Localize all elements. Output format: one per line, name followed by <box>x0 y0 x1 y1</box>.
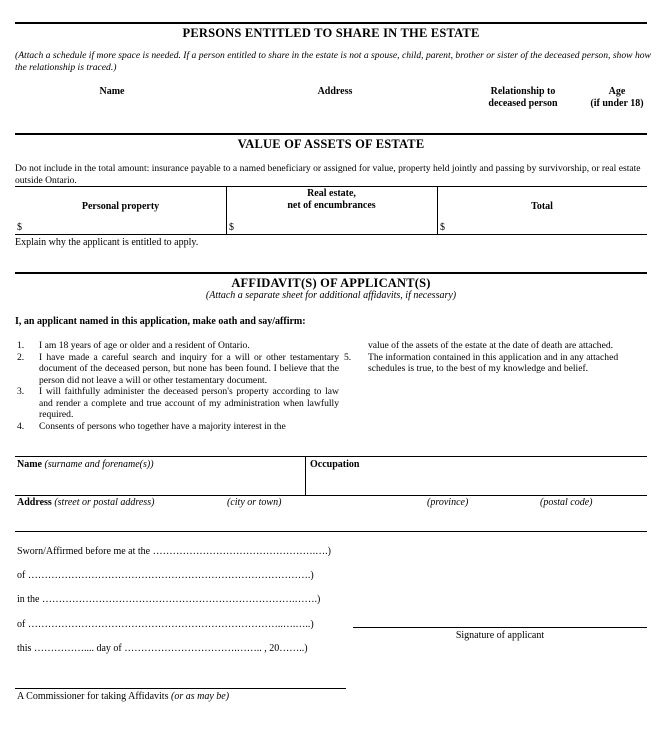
col-relationship-header <box>478 86 568 110</box>
item-text: I will faithfully administer the deceased person's property according to law and render a complete and true account of my administration when lawfully required. <box>39 386 339 420</box>
item-number: 4. <box>17 420 25 432</box>
affidavit-item-5 <box>344 352 650 375</box>
affidavit-rule <box>15 272 647 274</box>
address-row-top <box>15 495 647 496</box>
sworn-line-3: in the ………………………………………………………………….…….) <box>17 594 321 605</box>
city-label: (city or town) <box>227 497 282 508</box>
explain-label: Explain why the applicant is entitled to apply. <box>15 237 199 248</box>
sworn-line-1: Sworn/Affirmed before me at the ………………………………………….….) <box>17 546 331 557</box>
item-text: I have made a careful search and inquiry for a will or other testamentary document of the deceased person, but none has been found. I believe that the person did not leave a will or other testamentary document. <box>39 351 339 386</box>
assets-rule <box>15 133 647 135</box>
commissioner-hint: (or as may be) <box>170 691 230 702</box>
address-label: Address <box>17 497 52 508</box>
name-field-label <box>17 459 154 470</box>
item-number: 5. <box>344 351 352 363</box>
affidavit-title: AFFIDAVIT(S) OF APPLICANT(S) <box>231 276 431 290</box>
col-name-header: Name <box>99 86 125 97</box>
name-hint: (surname and forename(s)) <box>44 459 154 470</box>
occupation-label: Occupation <box>310 459 360 470</box>
assets-table-bottom <box>15 234 647 235</box>
col-personal-header: Personal property <box>81 201 160 212</box>
commissioner-text: A Commissioner for taking Affidavits <box>17 691 169 702</box>
real-line1: Real estate, <box>307 188 356 199</box>
affidavit-item-4 <box>17 421 339 433</box>
address-hint: (street or postal address) <box>54 497 155 508</box>
real-currency: $ <box>229 222 234 233</box>
name-occupation-divider <box>305 456 306 495</box>
assets-title: VALUE OF ASSETS OF ESTATE <box>237 137 425 151</box>
assets-table-top <box>15 186 647 187</box>
affidavit-item-3 <box>17 386 339 421</box>
item-number: 3. <box>17 386 25 397</box>
personal-currency: $ <box>17 222 22 233</box>
item-text: The information contained in this application and in any attached schedules is true, to the best of my knowledge and belief. <box>368 351 619 374</box>
name-label: Name <box>17 459 42 470</box>
signature-label: Signature of applicant <box>455 630 545 641</box>
address-row-bottom <box>15 531 647 532</box>
assets-note: Do not include in the total amount: insurance payable to a named beneficiary or assigned for value, property held jointly and passing by survivorship, or real estate outside Ontario. <box>15 163 641 186</box>
address-field-label <box>17 497 154 508</box>
commissioner-label <box>17 691 229 702</box>
col-age-header <box>582 86 652 110</box>
commissioner-line <box>15 688 346 689</box>
affidavit-item-2 <box>17 352 339 387</box>
affidavit-item-1 <box>17 340 339 352</box>
col-address-header: Address <box>317 86 353 97</box>
item-number: 2. <box>17 351 25 363</box>
affidavit-items <box>17 340 339 432</box>
province-label: (province) <box>427 497 469 508</box>
col-real-header <box>226 188 437 212</box>
signature-line <box>353 627 647 628</box>
sworn-line-5: this …………….... day of …………………………….…….. , 20……..) <box>17 643 308 654</box>
persons-title: PERSONS ENTITLED TO SHARE IN THE ESTATE <box>182 26 480 40</box>
item-text: Consents of persons who together have a majority interest in the <box>39 420 286 432</box>
affidavit-item-4-cont: value of the assets of the estate at the date of death are attached. <box>368 340 614 351</box>
total-currency: $ <box>440 222 445 233</box>
item-text: I am 18 years of age or older and a resident of Ontario. <box>39 340 250 351</box>
postal-label: (postal code) <box>540 497 593 508</box>
affidavit-oath: I, an applicant named in this application, make oath and say/affirm: <box>15 316 306 327</box>
name-row-top <box>15 456 647 457</box>
sworn-line-2: of ………………………………………………………………………….) <box>17 570 314 581</box>
real-line2: net of encumbrances <box>287 200 376 211</box>
sworn-line-4: of …………………………………………………………………..….…..) <box>17 619 314 630</box>
relationship-line1: Relationship to <box>490 86 556 97</box>
col-total-header: Total <box>531 201 553 212</box>
top-rule <box>15 22 647 24</box>
affidavit-subtitle: (Attach a separate sheet for additional affidavits, if necessary) <box>205 290 457 301</box>
age-line2: (if under 18) <box>590 98 644 109</box>
relationship-line2: deceased person <box>488 98 558 109</box>
item-number: 1. <box>17 340 25 351</box>
persons-note: (Attach a schedule if more space is needed. If a person entitled to share in the estate is not a spouse, child, parent, brother or sister of the deceased person, show how the relationship is traced.) <box>15 50 651 73</box>
age-line1: Age <box>608 86 626 97</box>
